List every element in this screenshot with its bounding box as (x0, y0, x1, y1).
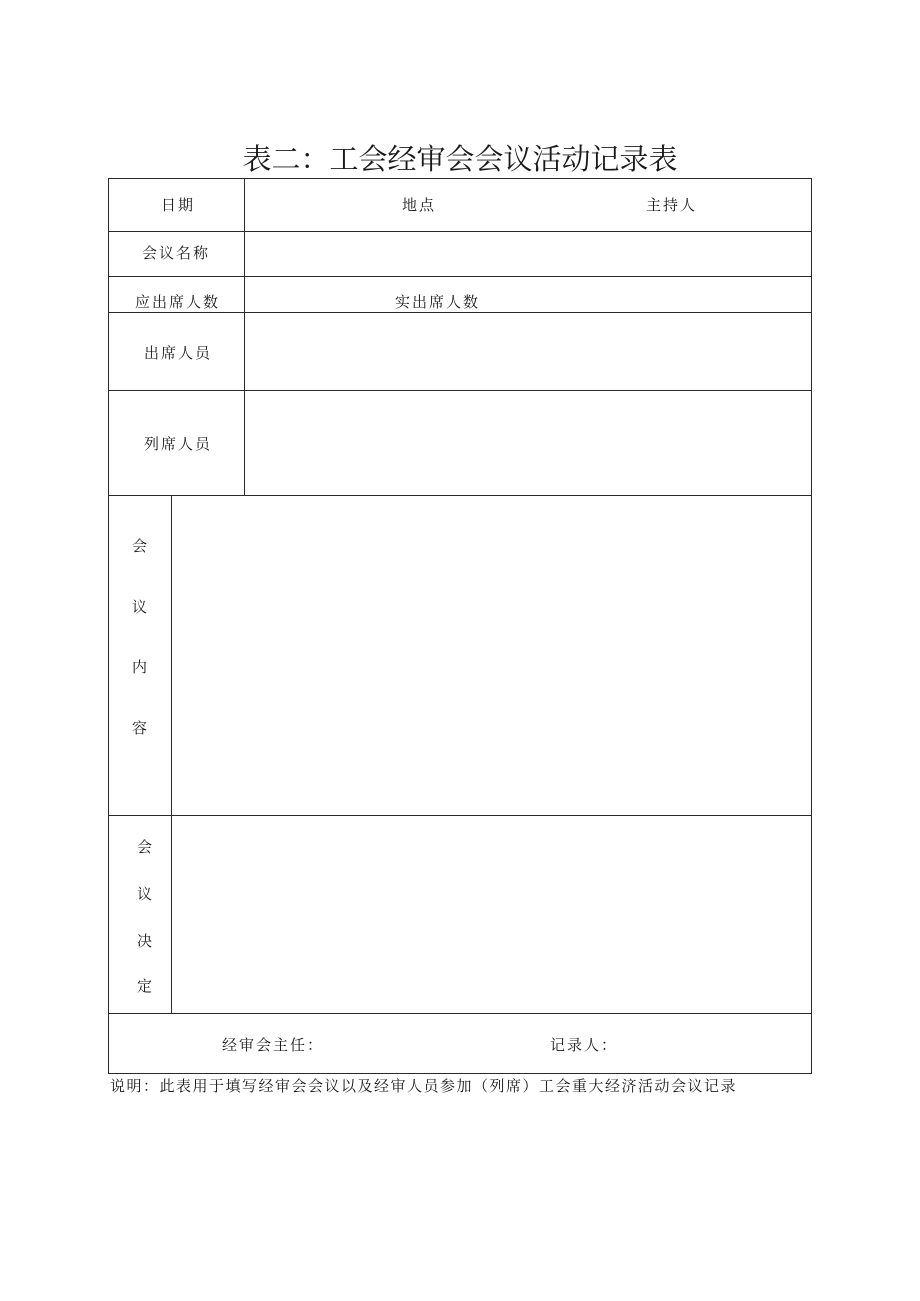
meeting-decision-field[interactable] (172, 816, 811, 1013)
director-signature-field[interactable] (319, 1014, 549, 1073)
observers-label: 列席人员 (144, 435, 213, 453)
meeting-content-field[interactable] (172, 496, 811, 815)
content-label-char: 容 (132, 719, 148, 737)
actual-attendance-field[interactable] (489, 277, 811, 312)
meeting-name-label: 会议名称 (142, 244, 211, 262)
actual-attendance-label: 实出席人数 (395, 293, 481, 311)
observers-field[interactable] (245, 391, 811, 495)
place-field[interactable] (444, 179, 644, 231)
decision-label-char: 议 (137, 885, 153, 903)
decision-label-char: 决 (137, 932, 153, 950)
host-field[interactable] (705, 179, 811, 231)
meeting-name-field[interactable] (245, 232, 811, 276)
recorder-label: 记录人： (550, 1036, 619, 1054)
content-label-char: 内 (132, 658, 148, 676)
date-label: 日期 (161, 196, 196, 214)
footnote: 说明：此表用于填写经审会会议以及经审人员参加（列席）工会重大经济活动会议记录 (110, 1077, 738, 1095)
expected-attendance-field[interactable] (245, 277, 393, 312)
date-field[interactable] (245, 179, 400, 231)
director-label: 经审会主任： (222, 1036, 325, 1054)
expected-attendance-label: 应出席人数 (135, 293, 221, 311)
host-label: 主持人 (646, 196, 698, 214)
form-title: 表二：工会经审会会议活动记录表 (242, 142, 678, 176)
meeting-record-form (108, 178, 812, 1074)
recorder-signature-field[interactable] (619, 1014, 811, 1073)
place-label: 地点 (402, 196, 437, 214)
decision-label-char: 会 (137, 838, 153, 856)
content-label-char: 会 (132, 537, 148, 555)
decision-label-char: 定 (137, 977, 153, 995)
content-label-char: 议 (132, 598, 148, 616)
attendees-field[interactable] (245, 313, 811, 390)
attendees-label: 出席人员 (144, 344, 213, 362)
